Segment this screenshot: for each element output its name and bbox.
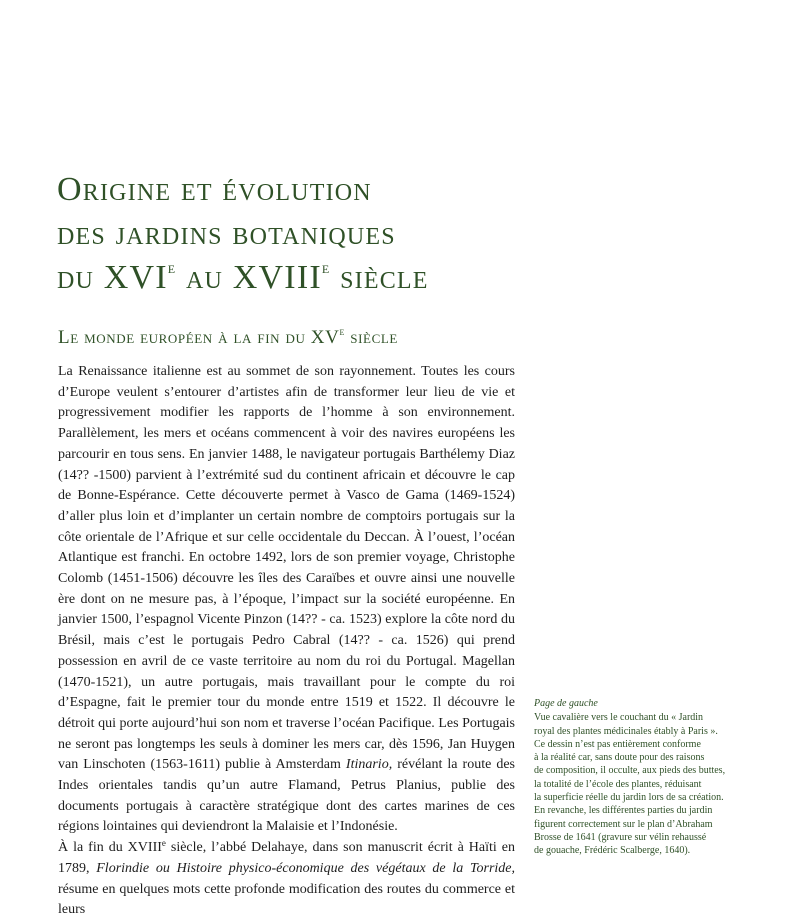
caption-line: de composition, il occulte, aux pieds des buttes, [534, 765, 726, 777]
caption-line: de gouache, Frédéric Scalberge, 1640). [534, 845, 691, 857]
image-caption [534, 697, 734, 858]
body-text [58, 362, 515, 921]
title-line-3: du XVIe au XVIIIe siècle [57, 258, 429, 296]
title-line-1: Origine et évolution [57, 171, 372, 208]
caption-line: à la réalité car, sans doute pour des raisons [534, 752, 705, 764]
section-heading: Le monde européen à la fin du XVe siècle [58, 326, 398, 348]
caption-line: En revanche, les différentes parties du jardin [534, 805, 713, 817]
caption-line: la superficie réelle du jardin lors de sa création. [534, 792, 724, 804]
caption-line: Vue cavalière vers le couchant du « Jardin [534, 712, 704, 724]
caption-line: la totalité de l’école des plantes, réduisant [534, 778, 702, 790]
caption-line: Brosse de 1641 (gravure sur vélin rehaussé [534, 831, 707, 843]
caption-title: Page de gauche [534, 698, 598, 709]
caption-line: figurent correctement sur le plan d’Abraham [534, 818, 713, 830]
paragraph-1: La Renaissance italienne est au sommet de son rayonnement. Toutes les cours d’Europe veulent s’entourer d’artistes afin de transformer leur lieu de vie et progressivement modifier les rapports de l’homme à son environnement. Parallèlement, les mers et océans commencent à voir des navires européens les parcourir en tous sens. En janvier 1488, le navigateur portugais Barthélemy Diaz (14?? -1500) parvient à l’extrémité sud du continent africain et découvre le cap de Bonne-Espérance. Cette découverte permet à Vasco de Gama (1469-1524) d’aller plus loin et d’implanter un certain nombre de comptoirs portugais sur la côte orientale de l’Afrique et sur celle occidentale du Deccan. À l’ouest, l’océan Atlantique est franchi. En octobre 1492, lors de son premier voyage, Christophe Colomb (1451-1506) découvre les îles des Caraïbes et ouvre ainsi une nouvelle ère dont on ne mesure pas, à l’époque, l’impact sur la société européenne. En janvier 1500, l’espagnol Vicente Pinzon (14?? - ca. 1523) explore la côte nord du Brésil, mais c’est le portugais Pedro Cabral (14?? - ca. 1526) qui prend possession en avril de ce vaste territoire au nom du roi du Portugal. Magellan (1470-1521), un autre portugais, mais travaillant pour le compte du roi d’Espagne, fait le premier tour du monde entre 1519 et 1522. Il découvre le détroit qui porte aujourd’hui son nom et traverse l’océan Pacifique. Les Portugais ne seront pas longtemps les seuls à dominer les mers car, dès 1596, Jan Huygen van Linschoten (1563-1611) publie à Amsterdam Itinario, révélant la route des Indes orientales tandis qu’un autre Flamand, Petrus Planius, publie des documents portugais à caractère stratégique dont des cartes marines de ces régions lointaines qui deviendront la Malaisie et l’Indonésie. [58, 364, 515, 835]
title-line-2: des jardins botaniques [57, 215, 396, 252]
paragraph-2: À la fin du XVIIIe siècle, l’abbé Delahaye, dans son manuscrit écrit à Haïti en 1789, Florindie ou Histoire physico-économique des végétaux de la Torride, résume en quelques mots cette profonde modification des routes du commerce et leurs [58, 838, 516, 918]
caption-line: royal des plantes médicinales étably à Paris ». [534, 725, 718, 737]
page-title [57, 168, 537, 300]
caption-line: Ce dessin n’est pas entièrement conforme [534, 738, 701, 750]
